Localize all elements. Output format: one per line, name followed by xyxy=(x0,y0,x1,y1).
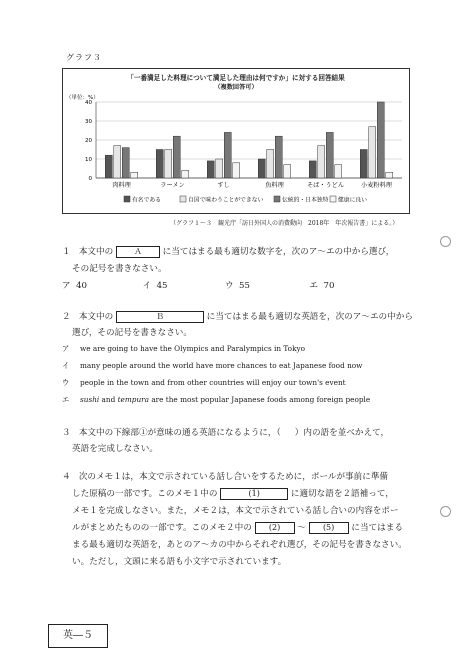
q1-line2: その記号を書きなさい。 xyxy=(72,264,167,274)
legend-swatch xyxy=(180,196,186,202)
x-tick-label: すし xyxy=(217,182,230,189)
q4-text-2b: に適切な語を２語補って， xyxy=(290,489,394,499)
q3-text-a: 本文中の下線部①が意味の通る英語になるように，（ xyxy=(78,428,281,438)
q2-option-i xyxy=(62,361,362,371)
bar xyxy=(360,150,367,179)
x-tick-label: 肉料理 xyxy=(112,182,131,189)
binder-hole-top xyxy=(440,236,451,247)
bar xyxy=(233,163,240,178)
q1-opt-u-text: 55 xyxy=(239,281,250,291)
q1-options xyxy=(62,279,334,291)
y-tick-label: 30 xyxy=(85,119,92,125)
q1-opt-e-label: エ xyxy=(309,281,319,291)
chart-title: 「一番満足した料理について満足した理由は何ですか」に対する回答結果 xyxy=(127,74,345,82)
x-tick-label: ラーメン xyxy=(160,182,185,189)
bar xyxy=(369,127,376,178)
bar xyxy=(326,132,333,178)
q2-opt-e-label: エ xyxy=(62,395,70,404)
legend-label: 自国で味わうことができない xyxy=(188,197,264,204)
q2-line1 xyxy=(62,310,413,323)
q2-opt-u-label: ウ xyxy=(62,378,70,387)
blank-5: (5) xyxy=(309,522,349,534)
q1-line1 xyxy=(62,245,394,258)
bar xyxy=(114,146,121,178)
q1-opt-e-text: 70 xyxy=(323,281,335,291)
q2-option-e xyxy=(62,395,370,405)
q2-line2: 選び，その記号を書きなさい。 xyxy=(72,328,192,338)
bar xyxy=(173,136,180,178)
x-tick-label: 魚料理 xyxy=(265,182,284,189)
q1-opt-i-text: 45 xyxy=(156,281,168,291)
q2-opt-i-text: many people around the world have more chances to eat Japanese food now xyxy=(80,361,363,370)
q4-tilde: ～ xyxy=(297,523,306,533)
bar xyxy=(131,172,138,178)
q2-number: ２ xyxy=(62,312,71,322)
binder-hole-bottom xyxy=(440,506,451,517)
q4-line6: い。ただし，文頭に来る語も小文字で示されています。 xyxy=(72,557,287,567)
q4-line2 xyxy=(72,487,394,500)
q2-opt-e-tempura: tempura xyxy=(117,395,149,404)
q2-opt-i-label: イ xyxy=(62,361,70,370)
q4-text-4a: ルがまとめたものの一部です。このメモ２中の xyxy=(72,523,252,533)
q2-opt-a-text: we are going to have the Olympics and Paralympics in Tokyo xyxy=(80,344,306,353)
bar xyxy=(309,161,316,178)
page-number: 英―５ xyxy=(48,624,108,648)
bar xyxy=(224,132,231,178)
blank-2: (2) xyxy=(255,522,295,534)
blank-b: Ｂ xyxy=(116,311,204,323)
blank-a: Ａ xyxy=(116,246,160,258)
q2-text-a: 本文中の xyxy=(78,312,114,322)
bar xyxy=(207,161,214,178)
bar xyxy=(275,136,282,178)
q1-opt-a-text: 40 xyxy=(76,281,88,291)
q2-opt-e-rest: are the most popular Japanese foods among foreign people xyxy=(149,395,371,404)
bar xyxy=(165,150,172,179)
q4-number: ４ xyxy=(62,472,71,482)
y-tick-label: 10 xyxy=(85,157,92,163)
legend-swatch xyxy=(274,196,280,202)
bar xyxy=(182,170,189,178)
bar xyxy=(105,155,112,178)
legend-swatch xyxy=(330,196,336,202)
q4-text-4b: に当てはまる xyxy=(351,523,403,533)
bar xyxy=(386,172,393,178)
q1-opt-u-label: ウ xyxy=(224,281,234,291)
bar xyxy=(318,146,325,178)
bar xyxy=(258,159,265,178)
q1-opt-a-label: ア xyxy=(62,281,71,291)
q1-opt-i-label: イ xyxy=(142,281,152,291)
q4-line3: メモ１を完成しなさい。また，メモ２は，本文で示されている話し合いの内容をポー xyxy=(72,506,399,516)
bar xyxy=(335,165,342,178)
blank-1: (1) xyxy=(220,488,288,500)
bar xyxy=(377,102,384,178)
q3-number: ３ xyxy=(62,428,71,438)
legend-label: 健康に良い xyxy=(338,197,367,204)
q4-text-2a: した原稿の一部です。このメモ１中の xyxy=(72,489,218,499)
legend-swatch xyxy=(124,196,130,202)
bar-chart xyxy=(62,90,410,214)
x-tick-label: 小麦粉料理 xyxy=(361,182,392,189)
graph-label: グラフ３ xyxy=(66,53,102,62)
bar xyxy=(122,148,129,178)
bar xyxy=(284,165,291,178)
q1-number: １ xyxy=(62,247,71,257)
source-note: （グラフ１～３ 観光庁「訪日外国人の消費動向 2018年 年次報告書」による。） xyxy=(170,220,399,227)
q2-opt-a-label: ア xyxy=(62,344,70,353)
q4-line5: まる最も適切な英語を，あとのア～カの中からそれぞれ選び，その記号を書きなさい。 xyxy=(72,540,407,550)
bar xyxy=(156,150,163,179)
y-tick-label: 0 xyxy=(88,176,92,182)
q3-line1 xyxy=(62,426,389,438)
q2-option-a xyxy=(62,344,305,354)
q2-option-u xyxy=(62,378,346,388)
y-axis-label: （単位：%） xyxy=(66,95,99,101)
q2-text-b: に当てはまる最も適切な英語を，次のア～エの中から xyxy=(206,312,413,322)
y-tick-label: 20 xyxy=(85,138,92,144)
q4-text-1: 次のメモ１は，本文で示されている話し合いをするために，ポールが事前に準備 xyxy=(78,472,389,482)
q4-line4 xyxy=(72,521,403,534)
bar xyxy=(216,159,223,178)
bar xyxy=(267,150,274,179)
x-tick-label: そば・うどん xyxy=(306,182,345,189)
legend-label: 有名である xyxy=(132,197,161,204)
q1-text-b: に当てはまる最も適切な数字を，次のア～エの中から選び， xyxy=(162,247,395,257)
q2-opt-e-sushi: sushi xyxy=(80,395,100,404)
y-tick-label: 40 xyxy=(85,100,92,106)
q2-opt-e-and: and xyxy=(99,395,118,404)
chart-subtitle: （複数回答可） xyxy=(214,84,258,91)
q1-text-a: 本文中の xyxy=(78,247,114,257)
q4-line1 xyxy=(62,470,388,482)
q3-line2: 英語を完成しなさい。 xyxy=(72,444,158,454)
q3-text-b: ）内の語を並べかえて， xyxy=(294,428,390,438)
q2-opt-u-text: people in the town and from other countries will enjoy our town's event xyxy=(80,378,346,387)
legend-label: 伝統的・日本独特 xyxy=(282,197,329,204)
